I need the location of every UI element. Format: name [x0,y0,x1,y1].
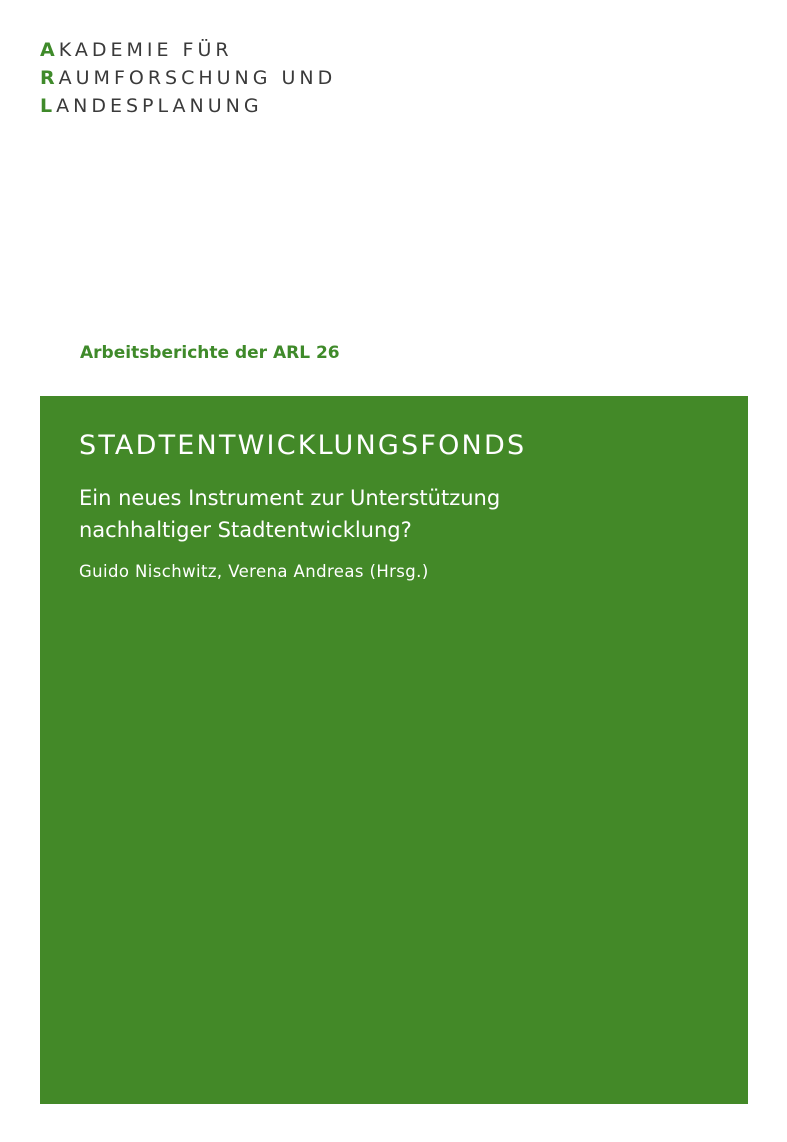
book-editors: Guido Nischwitz, Verena Andreas (Hrsg.) [79,562,429,581]
publisher-logo [40,36,336,120]
cover-panel [40,396,748,1104]
subtitle-line: nachhaltiger Stadtentwicklung? [79,518,412,542]
logo-initial: R [40,67,59,89]
logo-initial: A [40,39,59,61]
logo-line-text: ANDESPLANUNG [56,95,263,117]
book-subtitle [79,482,719,546]
book-title: STADTENTWICKLUNGSFONDS [79,430,527,461]
logo-line-text: KADEMIE FÜR [58,39,233,61]
logo-line-text: AUMFORSCHUNG UND [58,67,337,89]
subtitle-line: Ein neues Instrument zur Unterstützung [79,486,501,510]
logo-initial: L [40,95,57,117]
series-title: Arbeitsberichte der ARL 26 [80,343,340,363]
logo-line-raumforschung [40,64,336,92]
logo-line-landesplanung [40,92,336,120]
logo-line-akademie [40,36,336,64]
